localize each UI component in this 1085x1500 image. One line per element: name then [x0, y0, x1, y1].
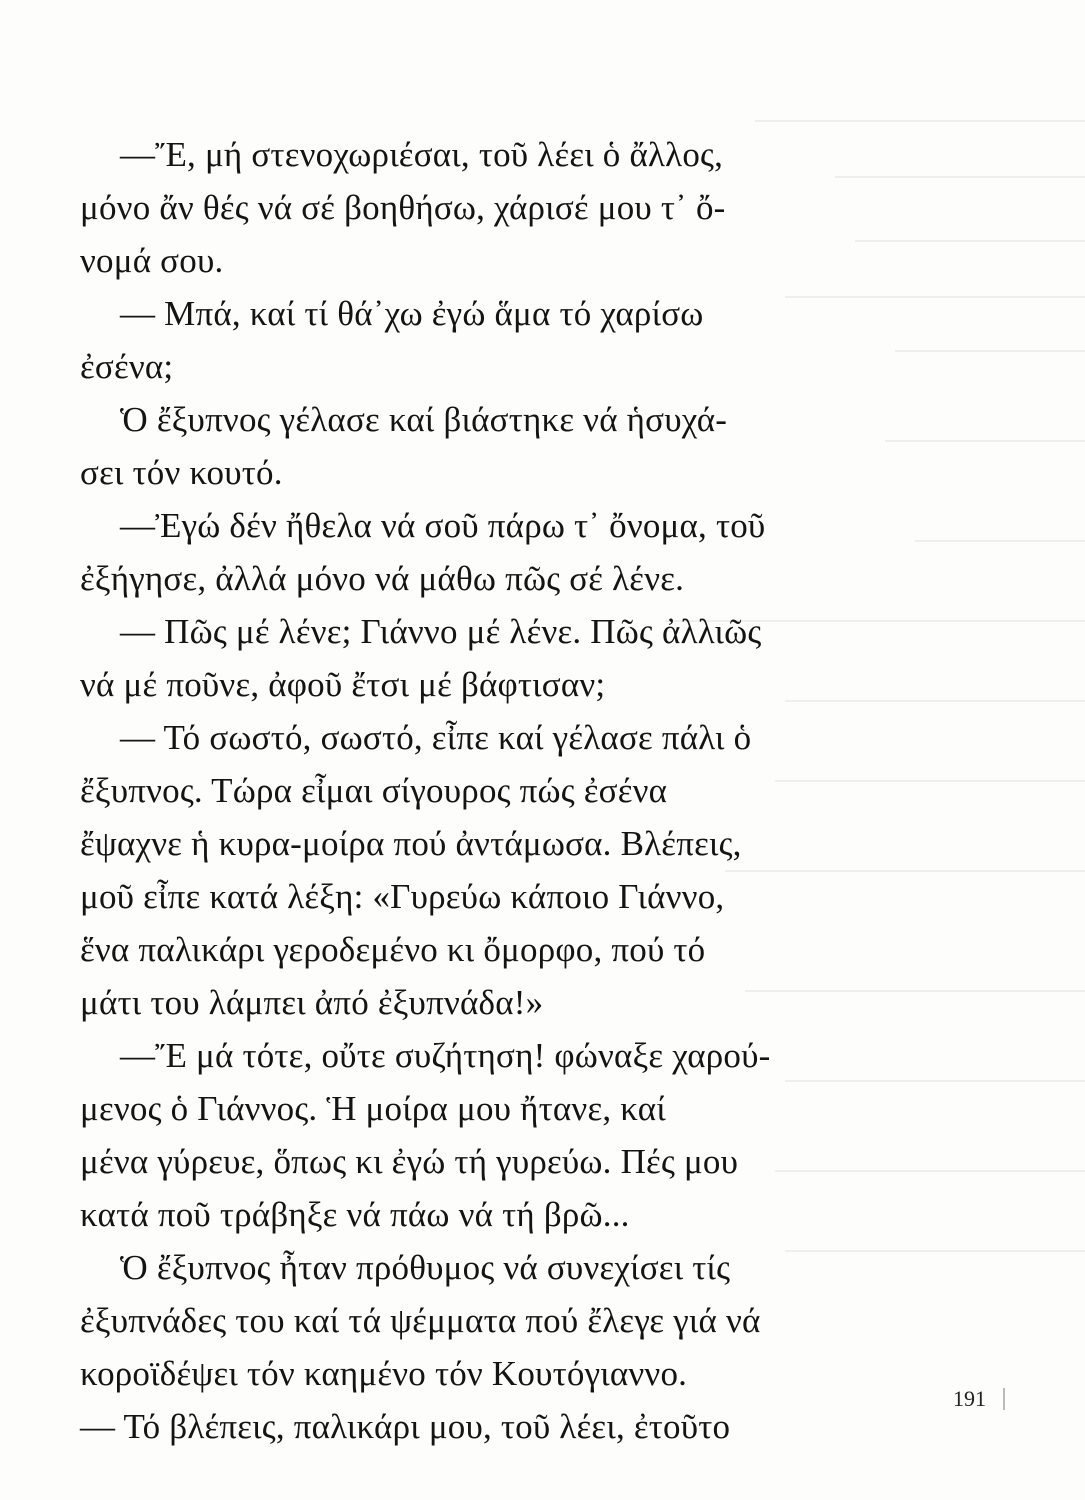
text-line: —Ἐγώ δέν ἤθελα νά σοῦ πάρω τ᾽ ὄνομα, τοῦ: [120, 506, 766, 545]
text-line: Ὁ ἔξυπνος γέλασε καί βιάστηκε νά ἡσυχά-: [120, 400, 728, 439]
text-line: μοῦ εἶπε κατά λέξη: «Γυρεύω κάποιο Γιάννο,: [80, 877, 725, 916]
text-line: κοροϊδέψει τόν καημένο τόν Κουτόγιαννο.: [80, 1354, 688, 1393]
text-line: Ὁ ἔξυπνος ἦταν πρόθυμος νά συνεχίσει τίς: [120, 1248, 731, 1287]
text-line: ἔψαχνε ἡ κυρα-μοίρα πού ἀντάμωσα. Βλέπεις,: [80, 824, 742, 863]
text-line: — Τό βλέπεις, παλικάρι μου, τοῦ λέει, ἐτοῦτο: [80, 1407, 731, 1446]
text-line: — Μπά, καί τί θά᾽χω ἐγώ ἅμα τό χαρίσω: [120, 294, 704, 333]
text-line: νά μέ ποῦνε, ἀφοῦ ἔτσι μέ βάφτισαν;: [80, 665, 606, 704]
body-text: [80, 128, 860, 1453]
text-line: —Ἔ, μή στενοχωριέσαι, τοῦ λέει ὁ ἄλλος,: [120, 135, 724, 174]
text-line: — Τό σωστό, σωστό, εἶπε καί γέλασε πάλι ὁ: [120, 718, 752, 757]
page-number: 191: [953, 1386, 986, 1411]
text-line: ἐξυπνάδες του καί τά ψέμματα πού ἔλεγε γιά νά: [80, 1301, 761, 1340]
text-line: ἔξυπνος. Τώρα εἶμαι σίγουρος πώς ἐσένα: [80, 771, 668, 810]
text-line: ἕνα παλικάρι γεροδεμένο κι ὄμορφο, πού τό: [80, 930, 706, 969]
text-line: — Πῶς μέ λένε; Γιάννο μέ λένε. Πῶς ἀλλιῶς: [120, 612, 762, 651]
text-line: μάτι του λάμπει ἀπό ἐξυπνάδα!»: [80, 983, 544, 1022]
text-line: μενος ὁ Γιάννος. Ἡ μοίρα μου ἤτανε, καί: [80, 1089, 666, 1128]
page-edge-mark: [1003, 1388, 1005, 1410]
text-line: —Ἔ μά τότε, οὔτε συζήτηση! φώναξε χαρού-: [120, 1036, 771, 1075]
text-line: νομά σου.: [80, 241, 224, 280]
text-line: μόνο ἄν θές νά σέ βοηθήσω, χάρισέ μου τ᾽ ὄ-: [80, 188, 726, 227]
text-line: ἐσένα;: [80, 347, 174, 386]
text-line: μένα γύρευε, ὅπως κι ἐγώ τή γυρεύω. Πές μου: [80, 1142, 739, 1181]
text-line: ἐξήγησε, ἀλλά μόνο νά μάθω πῶς σέ λένε.: [80, 559, 685, 598]
text-line: κατά ποῦ τράβηξε νά πάω νά τή βρῶ...: [80, 1195, 630, 1234]
text-line: σει τόν κουτό.: [80, 453, 283, 492]
